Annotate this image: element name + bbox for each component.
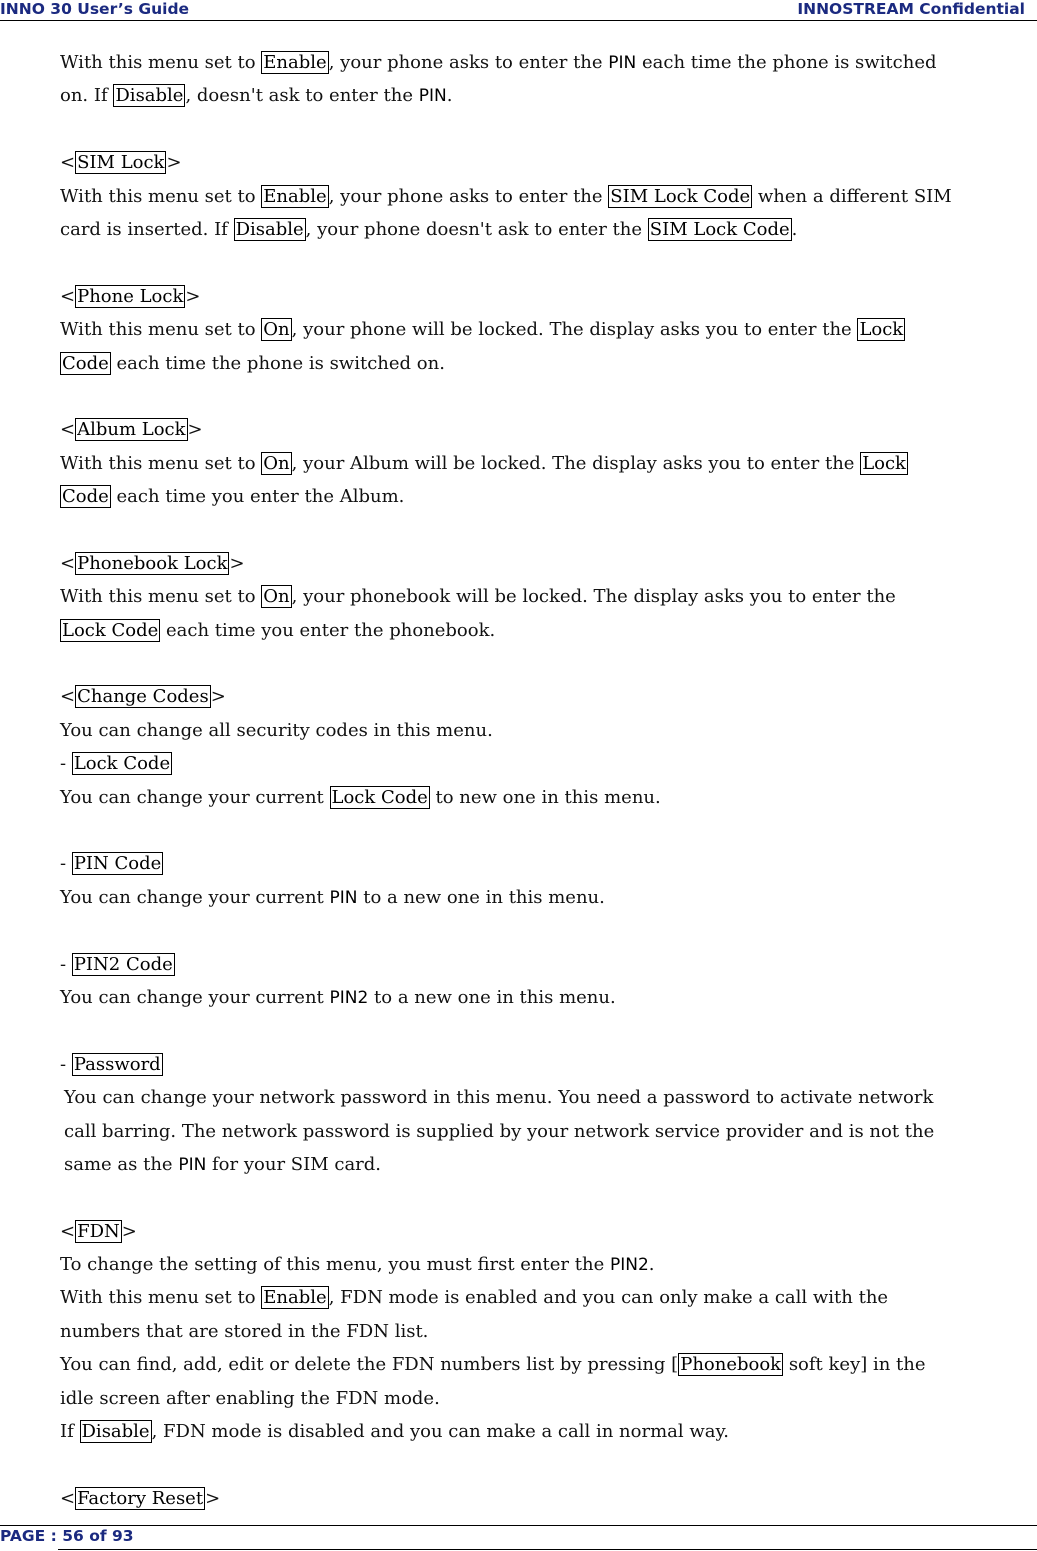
document-body (60, 46, 1032, 1515)
album-lock-line-2: Code each time you enter the Album. (62, 486, 405, 508)
pin-code-subheading: - PIN Code (60, 853, 162, 875)
sim-lock-heading: < SIM Lock > (60, 152, 182, 174)
album-lock-heading: < Album Lock > (60, 419, 203, 441)
sim-lock-line-2: card is inserted. If Disable , your phone doesn't ask to enter the SIM Lock Code . (60, 218, 798, 240)
phone-lock-heading: < Phone Lock > (60, 285, 201, 307)
password-subheading: - Password (60, 1053, 161, 1075)
fdn-line-5: idle screen after enabling the FDN mode. (60, 1387, 440, 1409)
pin2-code-subheading: - PIN2 Code (60, 953, 173, 975)
pin-line-2: on. If Disable , doesn't ask to enter the PIN. (60, 85, 453, 107)
sim-lock-line-1: With this menu set to Enable , your phone asks to enter the SIM Lock Code when a different SIM (60, 185, 952, 207)
disable-option: Disable (115, 85, 184, 107)
lock-code-subheading: - Lock Code (60, 753, 171, 775)
pin2-code-text: You can change your current PIN2 to a new one in this menu. (60, 986, 616, 1008)
fdn-line-1: To change the setting of this menu, you must first enter the PIN2. (60, 1254, 655, 1276)
page-number: PAGE : 56 of 93 (0, 1527, 134, 1545)
phonebook-lock-heading: < Phonebook Lock > (60, 552, 245, 574)
factory-reset-heading: < Factory Reset > (60, 1487, 221, 1509)
lock-code-text: You can change your current Lock Code to new one in this menu. (60, 786, 661, 808)
password-line-3: same as the PIN for your SIM card. (64, 1153, 382, 1175)
page-header (0, 0, 1037, 21)
enable-option: Enable (263, 52, 327, 73)
password-line-1: You can change your network password in this menu. You need a password to activate network (64, 1087, 934, 1109)
phone-lock-line-2: Code each time the phone is switched on. (62, 352, 445, 374)
fdn-line-3: numbers that are stored in the FDN list. (60, 1320, 429, 1342)
change-codes-heading: < Change Codes > (60, 686, 226, 708)
pin-code-text: You can change your current PIN to a new one in this menu. (60, 886, 605, 908)
phone-lock-line-1: With this menu set to On , your phone will be locked. The display asks you to enter the Lock (60, 319, 904, 341)
change-codes-intro: You can change all security codes in this menu. (60, 719, 493, 741)
footer-rule-bottom (58, 1549, 1037, 1550)
phonebook-lock-line-2: Lock Code each time you enter the phonebook. (62, 619, 496, 641)
phonebook-lock-line-1: With this menu set to On , your phonebook will be locked. The display asks you to enter the (60, 586, 896, 608)
footer-rule-top (0, 1525, 1037, 1526)
album-lock-line-1: With this menu set to On , your Album will be locked. The display asks you to enter the Lock (60, 452, 906, 474)
fdn-line-6: If Disable , FDN mode is disabled and you can make a call in normal way. (60, 1421, 729, 1443)
fdn-heading: < FDN > (60, 1220, 137, 1242)
pin-line-1: With this menu set to Enable , your phone asks to enter the PIN each time the phone is switched (60, 52, 937, 73)
fdn-line-4: You can find, add, edit or delete the FDN numbers list by pressing [ Phonebook soft key] in the (60, 1354, 926, 1376)
fdn-line-2: With this menu set to Enable , FDN mode is enabled and you can only make a call with the (60, 1287, 889, 1309)
header-confidential: INNOSTREAM Confidential (797, 0, 1025, 18)
password-line-2: call barring. The network password is supplied by your network service provider and is not the (64, 1120, 935, 1142)
header-title: INNO 30 User’s Guide (0, 0, 190, 18)
